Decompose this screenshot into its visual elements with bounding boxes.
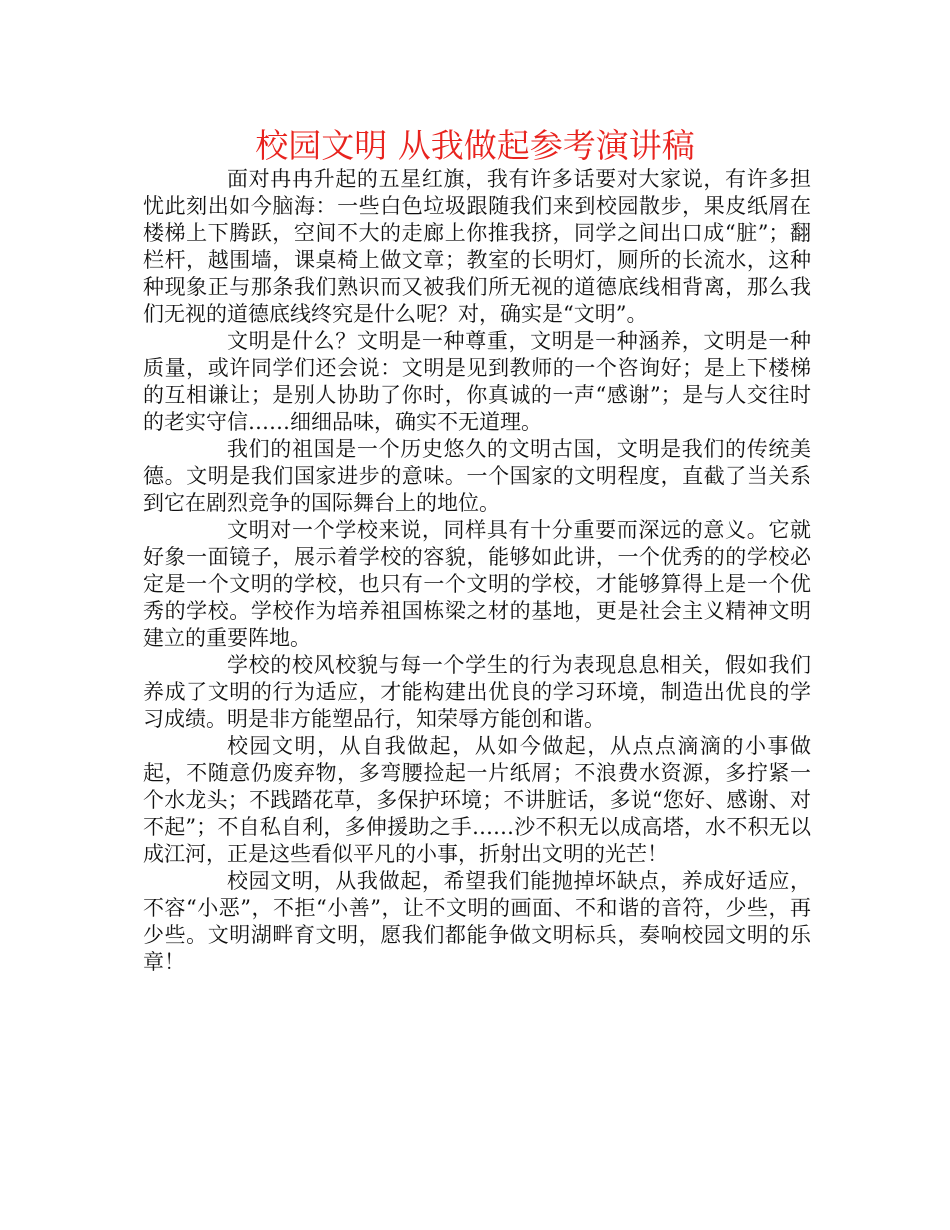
document-title: 校园文明 从我做起参考演讲稿 xyxy=(255,126,695,165)
document-body xyxy=(143,166,811,976)
paragraph-5: 学校的校风校貌与每一个学生的行为表现息息相关，假如我们养成了文明的行为适应，才能构建出优良的学习环境，制造出优良的学习成绩。明是非方能塑品行，知荣辱方能创和谐。 xyxy=(143,653,811,731)
paragraph-3: 我们的祖国是一个历史悠久的文明古国，文明是我们的传统美德。文明是我们国家进步的意味。一个国家的文明程度，直截了当关系到它在剧烈竞争的国际舞台上的地位。 xyxy=(143,437,811,515)
paragraph-6: 校园文明，从自我做起，从如今做起，从点点滴滴的小事做起，不随意仍废弃物，多弯腰捡起一片纸屑；不浪费水资源，多拧紧一个水龙头；不践踏花草，多保护环境；不讲脏话，多说“您好、感谢、对不起”；不自私自利，多伸援助之手……沙不积无以成高塔，水不积无以成江河，正是这些看似平凡的小事，折射出文明的光芒！ xyxy=(143,734,811,866)
paragraph-1: 面对冉冉升起的五星红旗，我有许多话要对大家说，有许多担忧此刻出如今脑海：一些白色垃圾跟随我们来到校园散步，果皮纸屑在楼梯上下腾跃，空间不大的走廊上你推我挤，同学之间出口成“脏”；翻栏杆，越围墙，课桌椅上做文章；教室的长明灯，厕所的长流水，这种种现象正与那条我们熟识而又被我们所无视的道德底线相背离，那么我们无视的道德底线终究是什么呢？对，确实是“文明”。 xyxy=(143,167,811,326)
paragraph-2: 文明是什么？文明是一种尊重，文明是一种涵养，文明是一种质量，或许同学们还会说：文明是见到教师的一个咨询好；是上下楼梯的互相谦让；是别人协助了你时，你真诚的一声“感谢”；是与人交往时的老实守信……细细品味，确实不无道理。 xyxy=(143,329,811,434)
paragraph-7: 校园文明，从我做起，希望我们能抛掉坏缺点，养成好适应，不容“小恶”，不拒“小善”，让不文明的画面、不和谐的音符，少些，再少些。文明湖畔育文明，愿我们都能争做文明标兵，奏响校园文明的乐章！ xyxy=(143,869,811,974)
paragraph-4: 文明对一个学校来说，同样具有十分重要而深远的意义。它就好象一面镜子，展示着学校的容貌，能够如此讲，一个优秀的的学校必定是一个文明的学校，也只有一个文明的学校，才能够算得上是一个优秀的学校。学校作为培养祖国栋梁之材的基地，更是社会主义精神文明建立的重要阵地。 xyxy=(143,518,811,650)
